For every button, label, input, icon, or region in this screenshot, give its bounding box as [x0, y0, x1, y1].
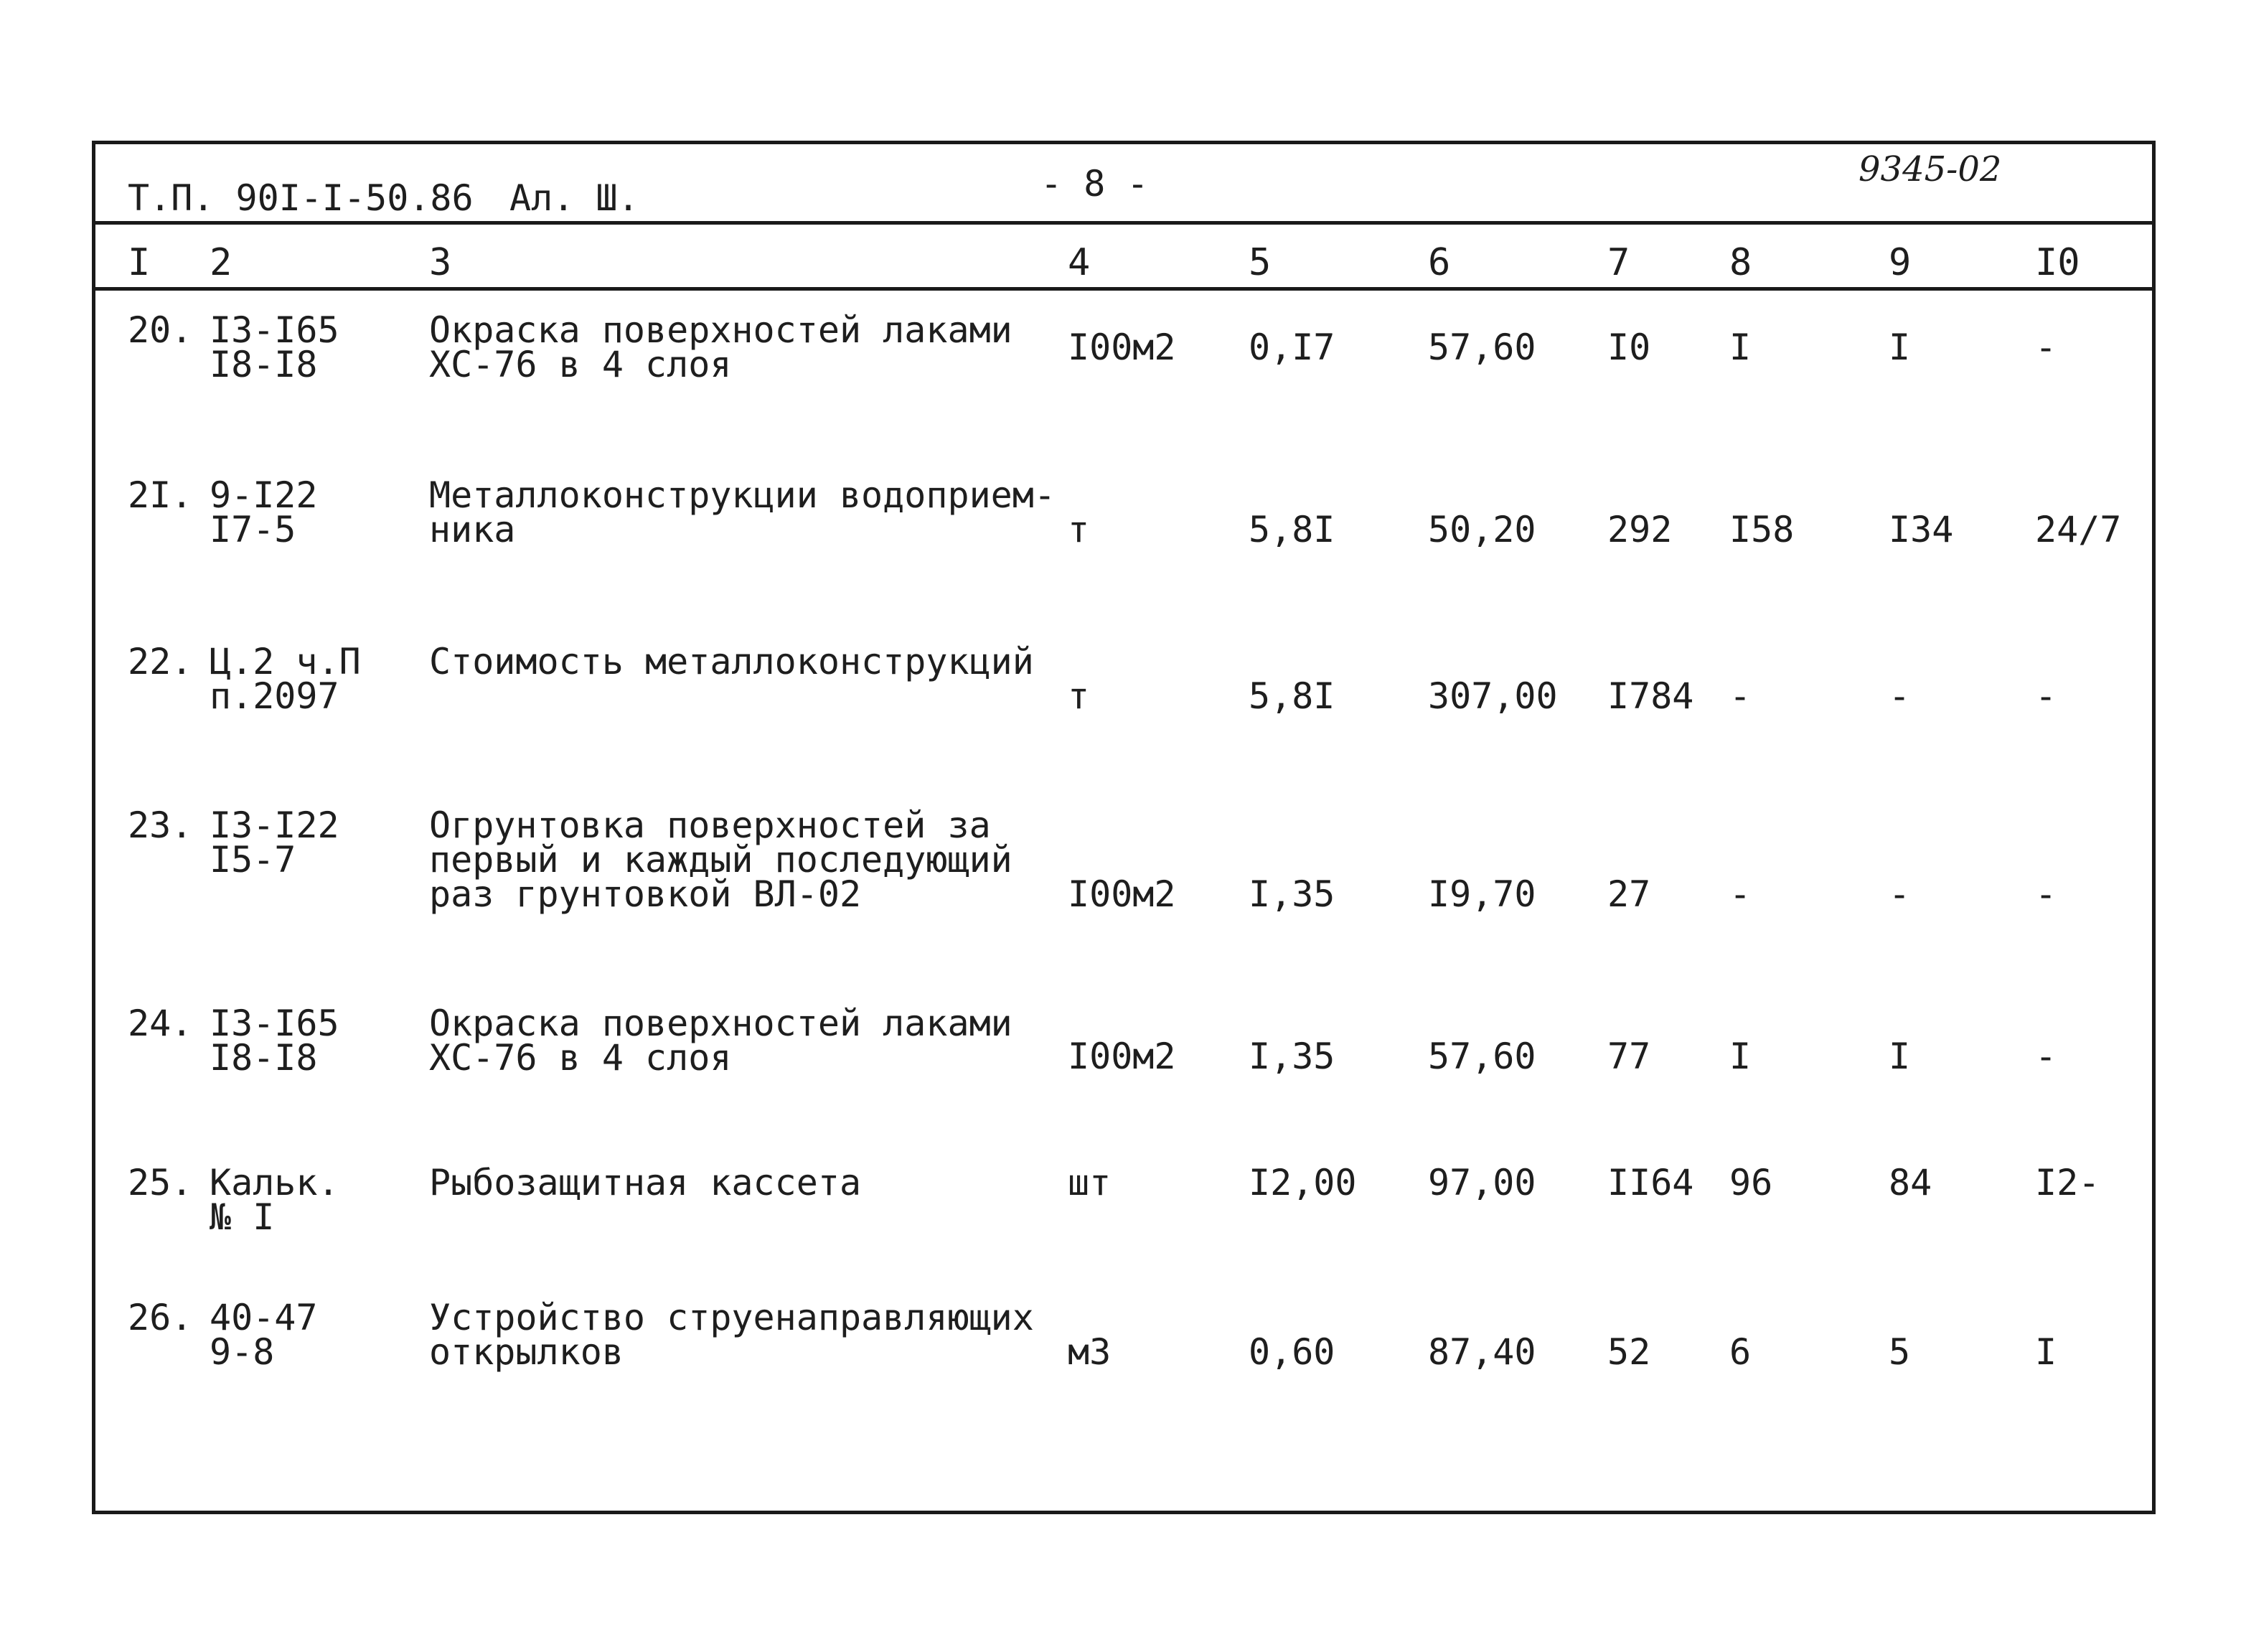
- column-number-5: 5: [1249, 241, 1272, 284]
- col-8-value: I: [1729, 1036, 1752, 1077]
- col-8-value: I58: [1729, 509, 1795, 550]
- album-label: Ал. Ш.: [509, 177, 639, 219]
- col-8-value: -: [1729, 873, 1752, 915]
- unit: I00м2: [1068, 873, 1176, 915]
- total-cost: 52: [1607, 1331, 1651, 1373]
- total-cost: I0: [1607, 327, 1651, 368]
- col-8-value: 96: [1729, 1162, 1773, 1203]
- norm-code: I3-I22 I5-7: [210, 804, 339, 881]
- quantity: I,35: [1249, 873, 1335, 915]
- archive-stamp: 9345-02: [1859, 149, 2002, 189]
- quantity: I2,00: [1249, 1162, 1357, 1203]
- col-8-value: I: [1729, 327, 1752, 368]
- row-number: 2I.: [128, 474, 193, 516]
- unit-price: 50,20: [1428, 509, 1536, 550]
- unit-price: 97,00: [1428, 1162, 1536, 1203]
- col-9-value: I34: [1889, 509, 1954, 550]
- header-divider: [92, 221, 2156, 225]
- norm-code: Кальк. № I: [210, 1162, 339, 1238]
- col-9-value: 5: [1889, 1331, 1911, 1373]
- unit-price: 57,60: [1428, 327, 1536, 368]
- quantity: 5,8I: [1249, 509, 1335, 550]
- unit: т: [1068, 509, 1090, 550]
- column-number-7: 7: [1607, 241, 1630, 284]
- col-9-value: 84: [1889, 1162, 1932, 1203]
- unit: т: [1068, 675, 1090, 717]
- col-10-value: I2-: [2035, 1162, 2100, 1203]
- column-number-2: 2: [210, 241, 232, 284]
- row-number: 23.: [128, 804, 193, 846]
- row-number: 24.: [128, 1003, 193, 1044]
- column-number-6: 6: [1428, 241, 1451, 284]
- row-number: 20.: [128, 309, 193, 351]
- unit: I00м2: [1068, 1036, 1176, 1077]
- unit-price: 87,40: [1428, 1331, 1536, 1373]
- project-code: Т.П. 90I-I-50.86: [128, 177, 474, 219]
- work-description: Металлоконструкции водоприем- ника: [429, 474, 1056, 550]
- page-number: - 8 -: [1040, 163, 1149, 205]
- row-number: 22.: [128, 641, 193, 682]
- col-10-value: -: [2035, 327, 2057, 368]
- col-9-value: -: [1889, 873, 1911, 915]
- unit-price: I9,70: [1428, 873, 1536, 915]
- quantity: I,35: [1249, 1036, 1335, 1077]
- column-number-1: I: [128, 241, 151, 284]
- column-number-10: I0: [2035, 241, 2080, 284]
- column-number-4: 4: [1068, 241, 1091, 284]
- quantity: 0,60: [1249, 1331, 1335, 1373]
- total-cost: I784: [1607, 675, 1694, 717]
- col-10-value: -: [2035, 675, 2057, 717]
- total-cost: 77: [1607, 1036, 1651, 1077]
- work-description: Огрунтовка поверхностей за первый и каждый последующий раз грунтовкой ВЛ-02: [429, 804, 1012, 915]
- work-description: Окраска поверхностей лаками ХС-76 в 4 слоя: [429, 309, 1012, 385]
- work-description: Рыбозащитная кассета: [429, 1162, 862, 1203]
- quantity: 5,8I: [1249, 675, 1335, 717]
- column-number-9: 9: [1889, 241, 1912, 284]
- column-number-3: 3: [429, 241, 452, 284]
- col-9-value: I: [1889, 1036, 1911, 1077]
- row-number: 26.: [128, 1297, 193, 1338]
- norm-code: I3-I65 I8-I8: [210, 1003, 339, 1079]
- unit: шт: [1068, 1162, 1112, 1203]
- col-10-value: 24/7: [2035, 509, 2122, 550]
- total-cost: 292: [1607, 509, 1673, 550]
- work-description: Устройство струенаправляющих открылков: [429, 1297, 1034, 1373]
- col-9-value: -: [1889, 675, 1911, 717]
- unit: м3: [1068, 1331, 1112, 1373]
- row-number: 25.: [128, 1162, 193, 1203]
- total-cost: II64: [1607, 1162, 1694, 1203]
- norm-code: 9-I22 I7-5: [210, 474, 318, 550]
- norm-code: I3-I65 I8-I8: [210, 309, 339, 385]
- quantity: 0,I7: [1249, 327, 1335, 368]
- unit: I00м2: [1068, 327, 1176, 368]
- norm-code: 40-47 9-8: [210, 1297, 318, 1373]
- total-cost: 27: [1607, 873, 1651, 915]
- col-10-value: -: [2035, 873, 2057, 915]
- work-description: Окраска поверхностей лаками ХС-76 в 4 слоя: [429, 1003, 1012, 1079]
- unit-price: 307,00: [1428, 675, 1558, 717]
- col-9-value: I: [1889, 327, 1911, 368]
- norm-code: Ц.2 ч.П п.2097: [210, 641, 361, 717]
- col-8-value: 6: [1729, 1331, 1752, 1373]
- column-number-8: 8: [1729, 241, 1752, 284]
- col-10-value: I: [2035, 1331, 2057, 1373]
- col-10-value: -: [2035, 1036, 2057, 1077]
- unit-price: 57,60: [1428, 1036, 1536, 1077]
- work-description: Стоимость металлоконструкций: [429, 641, 1034, 682]
- column-header-divider: [92, 287, 2156, 291]
- col-8-value: -: [1729, 675, 1752, 717]
